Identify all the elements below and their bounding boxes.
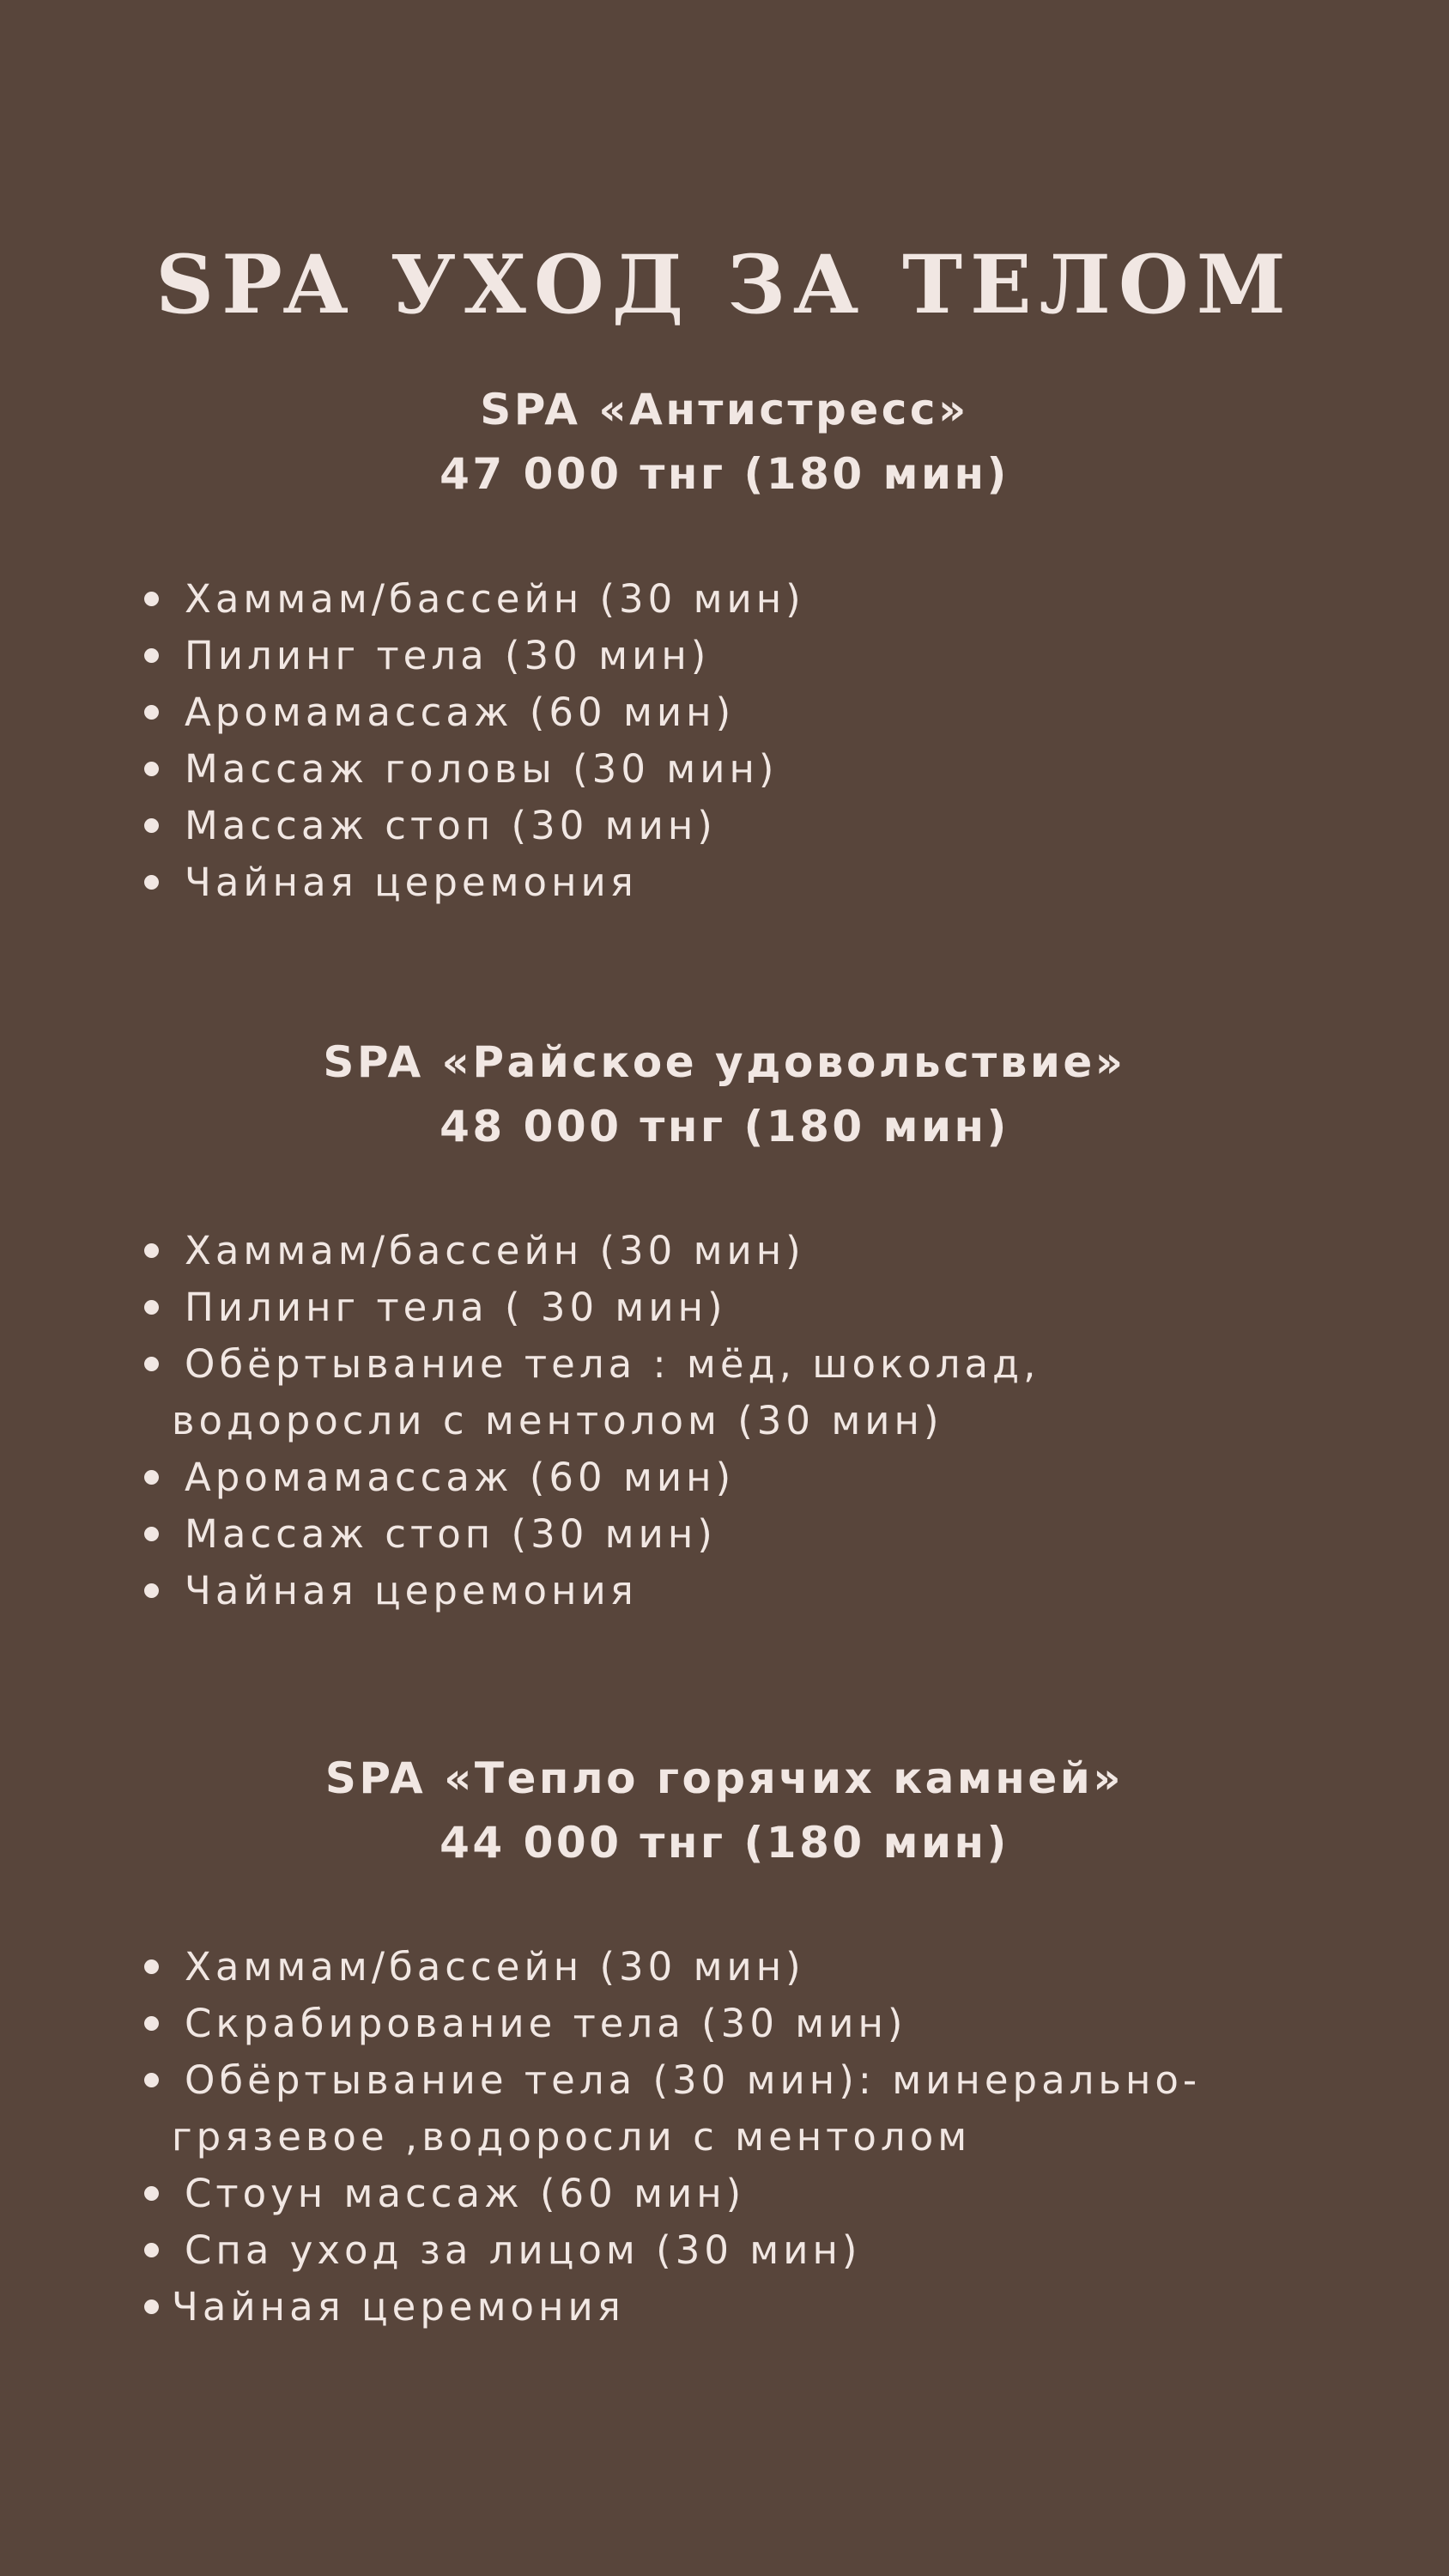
list-item xyxy=(0,2052,1449,2166)
list-item xyxy=(0,571,1449,628)
list-item xyxy=(0,741,1449,798)
list-item-text: Хаммам/бассейн (30 мин) xyxy=(185,576,805,622)
bullet-icon xyxy=(144,1959,159,1974)
package-antistress-items xyxy=(0,571,1449,911)
bullet-icon xyxy=(144,2300,159,2314)
package-paradise xyxy=(0,1030,1449,1159)
list-item xyxy=(0,2279,1449,2336)
bullet-icon xyxy=(144,818,159,833)
package-price: 47 000 тнг (180 мин) xyxy=(440,449,1009,499)
list-item xyxy=(0,798,1449,854)
list-item-text: Пилинг тела ( 30 мин) xyxy=(185,1285,727,1330)
list-item-text: Обёртывание тела : мёд, шоколад, xyxy=(185,1341,1040,1387)
list-item xyxy=(0,2222,1449,2279)
package-name: SPA «Райское удовольствие» xyxy=(323,1037,1126,1087)
bullet-icon xyxy=(144,2073,159,2087)
list-item xyxy=(0,628,1449,684)
package-hot-stones-items xyxy=(0,1939,1449,2336)
list-item xyxy=(0,2166,1449,2222)
list-item-text: Массаж стоп (30 мин) xyxy=(185,803,717,848)
list-item xyxy=(0,684,1449,741)
list-item-text: Аромамассаж (60 мин) xyxy=(185,1455,736,1500)
bullet-icon xyxy=(144,1243,159,1258)
list-item xyxy=(0,1939,1449,1996)
page-title: SPA УХОД ЗА ТЕЛОМ xyxy=(155,238,1294,332)
list-item xyxy=(0,1223,1449,1279)
bullet-icon xyxy=(144,592,159,606)
list-item-text: Чайная церемония xyxy=(185,860,638,905)
list-item xyxy=(0,1279,1449,1336)
list-item-text: Скрабирование тела (30 мин) xyxy=(185,2001,907,2046)
list-item-text: Пилинг тела (30 мин) xyxy=(185,633,711,678)
list-item-text: Спа уход за лицом (30 мин) xyxy=(185,2227,862,2273)
bullet-icon xyxy=(144,1527,159,1541)
list-item xyxy=(0,1336,1449,1449)
bullet-icon xyxy=(144,762,159,776)
bullet-icon xyxy=(144,2186,159,2201)
list-item-text: Хаммам/бассейн (30 мин) xyxy=(185,1228,805,1273)
bullet-icon xyxy=(144,1357,159,1371)
bullet-icon xyxy=(144,2016,159,2031)
bullet-icon xyxy=(144,2243,159,2257)
list-item-text: Аромамассаж (60 мин) xyxy=(185,690,736,735)
package-name: SPA «Тепло горячих камней» xyxy=(324,1753,1125,1803)
list-item-text: Хаммам/бассейн (30 мин) xyxy=(185,1944,805,1990)
package-hot-stones xyxy=(0,1747,1449,1875)
package-price: 44 000 тнг (180 мин) xyxy=(440,1818,1009,1868)
bullet-icon xyxy=(144,705,159,720)
package-paradise-items xyxy=(0,1223,1449,1619)
bullet-icon xyxy=(144,648,159,663)
list-item xyxy=(0,1506,1449,1563)
list-item-text: Стоун массаж (60 мин) xyxy=(185,2171,746,2216)
list-item xyxy=(0,854,1449,911)
list-item-continuation: водоросли с ментолом (30 мин) xyxy=(172,1398,943,1443)
list-item xyxy=(0,1996,1449,2052)
list-item xyxy=(0,1563,1449,1619)
bullet-icon xyxy=(144,1583,159,1598)
list-item-text: Обёртывание тела (30 мин): минерально- xyxy=(185,2057,1202,2103)
bullet-icon xyxy=(144,875,159,890)
package-price: 48 000 тнг (180 мин) xyxy=(440,1102,1009,1151)
bullet-icon xyxy=(144,1470,159,1485)
package-antistress xyxy=(0,378,1449,507)
list-item-text: Чайная церемония xyxy=(172,2284,625,2330)
list-item-text: Массаж головы (30 мин) xyxy=(185,746,779,792)
list-item-continuation: грязевое ,водоросли с ментолом xyxy=(172,2114,972,2160)
list-item xyxy=(0,1449,1449,1506)
list-item-text: Чайная церемония xyxy=(185,1568,638,1613)
bullet-icon xyxy=(144,1300,159,1315)
package-name: SPA «Антистресс» xyxy=(480,385,969,434)
list-item-text: Массаж стоп (30 мин) xyxy=(185,1511,717,1557)
